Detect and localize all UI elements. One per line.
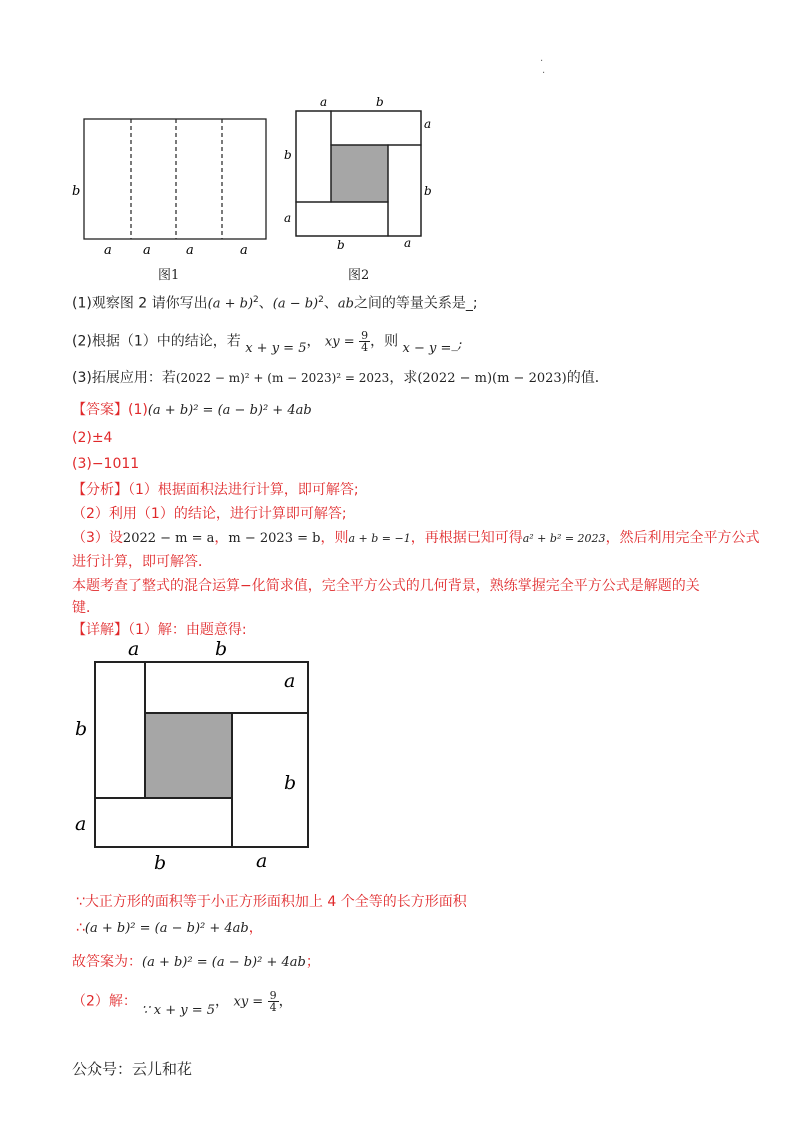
answer-1-expr: (a + b)² = (a − b)² + 4ab	[147, 403, 312, 418]
detail-p2-expr: ∵ x + y = 5	[141, 1002, 216, 1018]
detail-therefore-end: ，	[248, 920, 263, 936]
analysis-summary-cont	[72, 598, 100, 618]
answer-1	[72, 400, 312, 421]
q2-eq: x + y = 5	[245, 340, 307, 356]
analysis-summary-2: 键．	[72, 600, 100, 616]
figure-1-rect	[84, 119, 266, 239]
answer-label: 【答案】	[72, 402, 128, 418]
q1-ab: ab	[337, 296, 354, 312]
analysis-3-cont	[72, 552, 212, 572]
analysis-p2: （2）利用（1）的结论，进行计算即可解答;	[72, 506, 347, 522]
q2-num: 9	[361, 329, 369, 342]
figure-2-label: b	[337, 238, 345, 252]
figure-2-label: a	[284, 211, 292, 225]
figure-2-rect	[331, 111, 421, 145]
q1-expr: (a − b)	[272, 296, 319, 312]
analysis-expr: m − 2023 = b	[228, 531, 321, 546]
q2-xy: xy =	[324, 334, 355, 350]
detail-figure-inner-square	[145, 713, 232, 798]
detail-figure-label: a	[75, 813, 87, 835]
detail-label: 【详解】	[72, 622, 128, 638]
q1-prefix: (1)观察图 2 请你写出	[72, 295, 208, 312]
analysis-summary	[72, 576, 700, 596]
analysis-p3: （3）设	[72, 530, 123, 546]
q2-then: ，则	[370, 333, 399, 350]
figure-2-label: a	[424, 117, 432, 131]
q3-suffix: 的值．	[566, 370, 609, 386]
detail-p2-xy: xy =	[233, 994, 264, 1010]
q2-fraction	[359, 330, 370, 353]
figure-2-label: a	[320, 95, 328, 109]
detail-therefore-expr: (a + b)² = (a − b)² + 4ab	[84, 921, 249, 936]
question-2	[72, 329, 463, 356]
detail-part-2	[72, 989, 293, 1018]
answer-1-num: (1)	[128, 402, 148, 418]
detail-figure-label: b	[284, 772, 297, 794]
header-dot: ·	[540, 56, 544, 67]
detail-figure-label: b	[154, 852, 167, 874]
detail-figure-rect	[95, 798, 232, 847]
analysis-expr: a + b = −1	[348, 532, 411, 545]
q2-prefix: (2)根据（1）中的结论，若	[72, 333, 241, 350]
answer-3	[72, 454, 139, 474]
detail-p2-fraction	[268, 990, 279, 1013]
analysis-label: 【分析】	[72, 482, 128, 498]
q1-expr: (a + b)	[207, 296, 254, 312]
q3-eq: (2022 − m)² + (m − 2023)² = 2023	[175, 371, 390, 385]
detail-therefore	[76, 918, 263, 939]
q2-sep: ，	[306, 333, 321, 350]
figure-2-caption: 图2	[348, 268, 370, 283]
figure-2-inner-square	[331, 145, 388, 202]
footer-text: 公众号：云儿和花	[72, 1060, 193, 1078]
figure-2-label: b	[376, 95, 384, 109]
figure-1-label-a: a	[186, 243, 194, 258]
detail-answer-label: 故答案为：	[72, 954, 142, 970]
q1-suffix: 之间的等量关系是_;	[353, 295, 478, 312]
detail-p2-end: ，	[278, 993, 293, 1010]
figure-2-rect	[296, 111, 331, 202]
detail-answer-end: ；	[305, 954, 320, 970]
analysis-p3-line2: 进行计算，即可解答．	[72, 554, 212, 570]
detail-therefore-symbol: ∴	[76, 920, 85, 936]
analysis-3	[72, 528, 760, 549]
detail-figure-label: a	[284, 670, 296, 692]
detail-p2-sep: ，	[215, 993, 230, 1010]
analysis-2	[72, 504, 347, 524]
figure-1	[60, 105, 280, 265]
answer-3-text: (3)−1011	[72, 456, 140, 472]
figure-2-rect	[296, 202, 388, 236]
detail-figure-label: b	[215, 638, 228, 660]
detail-p2-num: 9	[269, 989, 277, 1002]
figure-1-caption: 图1	[158, 268, 180, 283]
analysis-p3: ，然后利用完全平方公式	[605, 530, 760, 546]
analysis-p3: ，则	[320, 530, 349, 546]
analysis-expr: 2022 − m = a	[122, 531, 215, 546]
detail-figure-label: a	[128, 638, 140, 660]
detail-figure-rect	[232, 713, 308, 847]
q1-sep: 、	[258, 295, 273, 312]
detail-because-text: ∵大正方形的面积等于小正方形面积加上 4 个全等的长方形面积	[76, 894, 467, 910]
figure-1-label-a: a	[104, 243, 112, 258]
q2-expr: x − y =	[402, 340, 452, 356]
answer-2-text: (2)±4	[72, 430, 113, 446]
header-dot: ·	[542, 68, 546, 79]
analysis-expr: a² + b² = 2023	[522, 532, 606, 545]
analysis-1	[72, 480, 359, 500]
q3-mid: ，求	[389, 370, 418, 386]
analysis-p1: （1）根据面积法进行计算，即可解答;	[128, 482, 359, 498]
detail-p2-label: （2）解：	[72, 993, 137, 1010]
figure-1-label-a: a	[240, 243, 248, 258]
question-1: (1)观察图 2 请你写出$(a + b)^2$、$(a - b)^2$、ab之间的等量关系是_;	[72, 295, 478, 312]
detail-p2-den: 4	[269, 1001, 277, 1014]
question-3	[72, 368, 609, 389]
detail-figure-rect	[95, 662, 145, 798]
detail-figure	[66, 636, 316, 876]
q1-sep: 、	[323, 295, 338, 312]
analysis-summary-1: 本题考查了整式的混合运算−化简求值，完全平方公式的几何背景，熟练掌握完全平方公式是解题的关	[72, 578, 700, 594]
detail-answer-expr: (a + b)² = (a − b)² + 4ab	[142, 955, 306, 970]
figure-2	[278, 92, 438, 262]
analysis-p3: ，再根据已知可得	[410, 530, 523, 546]
figure-1-label-a: a	[143, 243, 151, 258]
detail-intro-text: （1）解：由题意得:	[128, 622, 247, 638]
detail-answer	[72, 952, 320, 973]
figure-2-rect	[388, 145, 421, 236]
q3-prefix: (3)拓展应用：若	[72, 370, 176, 386]
detail-figure-label: b	[75, 718, 88, 740]
q2-den: 4	[361, 341, 369, 354]
figure-2-label: b	[284, 148, 292, 162]
q3-expr: (2022 − m)(m − 2023)	[417, 371, 567, 386]
figure-1-label-b: b	[72, 184, 81, 199]
answer-2	[72, 428, 112, 448]
figure-2-label: b	[424, 184, 432, 198]
detail-figure-label: a	[256, 850, 268, 872]
detail-because	[76, 892, 467, 912]
analysis-p3: ，	[214, 530, 229, 546]
q2-blank: _;	[451, 336, 463, 352]
figure-2-label: a	[404, 236, 412, 250]
